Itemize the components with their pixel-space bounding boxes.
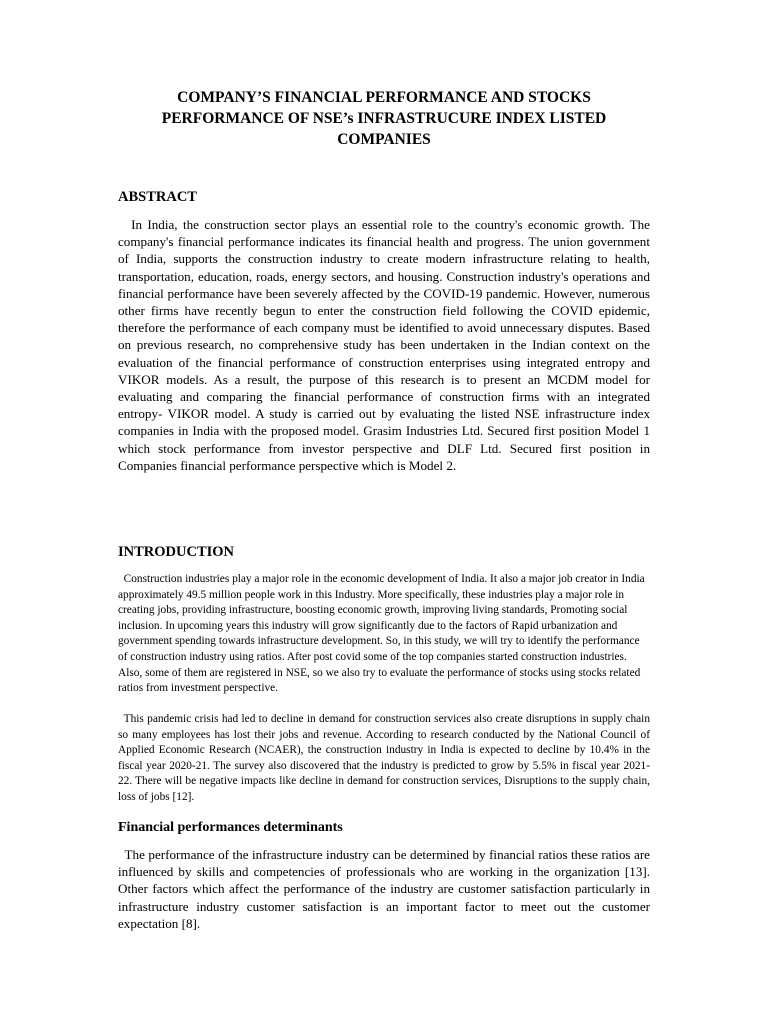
introduction-heading: INTRODUCTION [118, 544, 235, 560]
abstract-heading: ABSTRACT [118, 189, 197, 205]
introduction-paragraph-1: Construction industries play a major role in the economic development of India. It also a major job creator in India approximately 49.5 million people work in this Industry. More specifically, these industries play a major role in creating jobs, providing infrastructure, boosting economic growth, improving living standards, Promoting social inclusion. In upcoming years this industry will grow significantly due to the factors of Rapid urbanization and government spending towards infrastructure development. So, in this study, we will try to identify the performance of construction industry using ratios. After post covid some of the top companies started construction industries. Also, some of them are registered in NSE, so we also try to evaluate the performance of stocks using stocks related ratios from investment perspective. [118, 573, 645, 695]
introduction-paragraph-2: This pandemic crisis had led to decline in demand for construction services also create disruptions in supply chain so many employees has lost their jobs and revenue. According to research conducted by the National Council of Applied Economic Research (NCAER), the construction industry in India is expected to decline by 10.4% in the fiscal year 2020-21. The survey also discovered that the industry is predicted to grow by 5.5% in fiscal year 2021-22. There will be negative impacts like decline in demand for construction services, Disruptions to the supply chain, loss of jobs [12]. [118, 713, 650, 803]
abstract-text: In India, the construction sector plays an essential role to the country's economic growth. The company's financial performance indicates its financial health and progress. The union government of India, supports the construction industry to create modern infrastructure relating to health, transportation, education, roads, energy sectors, and housing. Construction industry's operations and financial performance have been severely affected by the COVID-19 pandemic. However, numerous other firms have recently begun to enter the construction field following the COVID epidemic, therefore the performance of each company must be identified to avoid unnecessary disputes. Based on previous research, no comprehensive study has been undertaken in the Indian context on the evaluation of the financial performance of construction enterprises using integrated entropy and VIKOR models. As a result, the purpose of this research is to present an MCDM model for evaluating and comparing the financial performance of construction firms with an integrated entropy- VIKOR model. A study is carried out by evaluating the listed NSE infrastructure index companies in India with the proposed model. Grasim Industries Ltd. Secured first position Model 1 which stock performance from investor perspective and DLF Ltd. Secured first position in Companies financial performance perspective which is Model 2. [118, 217, 650, 473]
paper-title [118, 87, 650, 150]
paper-title-line-2: PERFORMANCE OF NSE’s INFRASTRUCURE INDEX LISTED [161, 110, 607, 127]
financial-determinants-text: The performance of the infrastructure industry can be determined by financial ratios these ratios are influenced by skills and competencies of professionals who are working in the organization [13]. Other factors which affect the performance of the industry are customer satisfaction particularly in infrastructure industry customer satisfaction is an important factor to meet out the customer expectation [8]. [118, 847, 650, 931]
paper-title-line-3: COMPANIES [337, 131, 431, 148]
financial-determinants-heading: Financial performances determinants [118, 820, 343, 835]
paper-title-line-1: COMPANY’S FINANCIAL PERFORMANCE AND STOCKS [177, 89, 591, 106]
